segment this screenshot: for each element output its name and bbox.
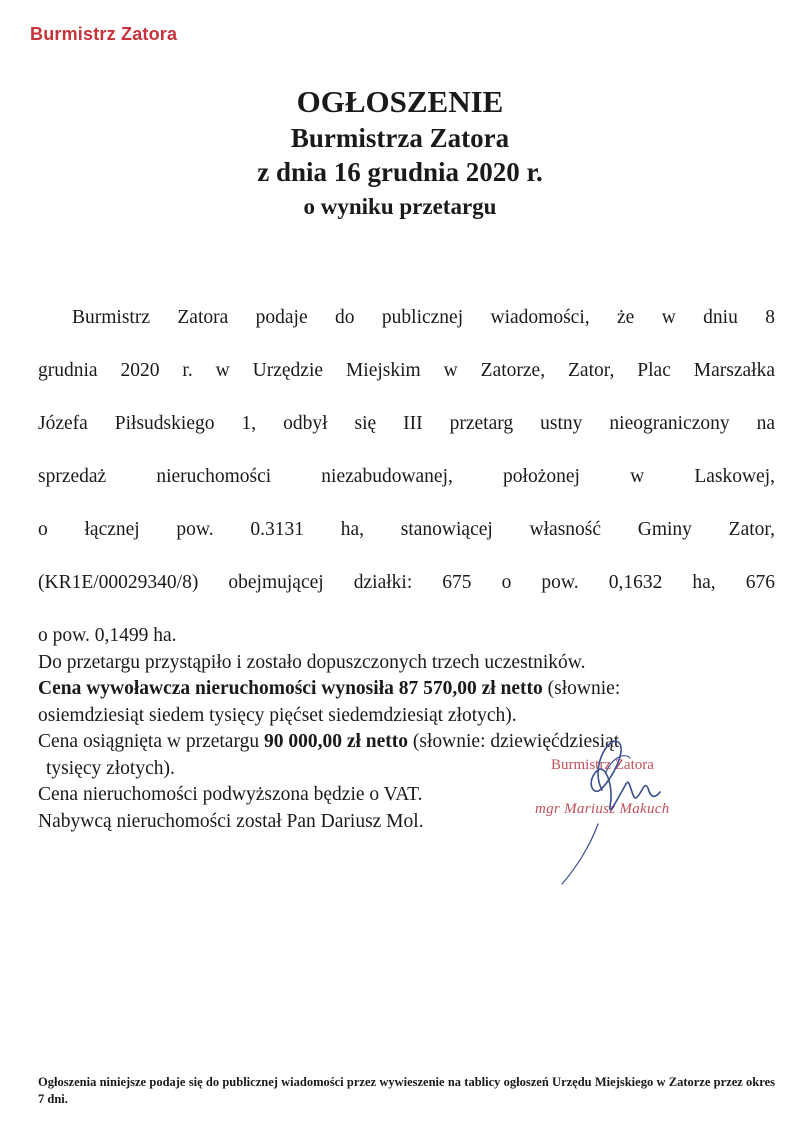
issuer-line: Burmistrza Zatora [290, 123, 510, 153]
intro-line-1: Burmistrz Zatora podaje do publicznej wiadomości, że w dniu 8 [72, 307, 775, 328]
achieved-price-words: tysięcy złotych). [46, 757, 175, 779]
office-stamp: Burmistrz Zatora [30, 24, 178, 44]
intro-line-2: grudnia 2020 r. w Urzędzie Miejskim w Zatorze, Zator, Plac Marszałka [38, 360, 775, 381]
intro-line-5: o łącznej pow. 0.3131 ha, stanowiącej własność Gminy Zator, [38, 519, 775, 540]
intro-line-4: sprzedaż nieruchomości niezabudowanej, położonej w Laskowej, [38, 466, 775, 487]
intro-line-6: (KR1E/00029340/8) obejmującej działki: 675 o pow. 0,1632 ha, 676 [38, 572, 775, 593]
date-line: z dnia 16 grudnia 2020 r. [257, 157, 543, 187]
document-title: OGŁOSZENIE [296, 84, 504, 119]
signature-stamp-name: mgr Mariusz Makuch [535, 801, 670, 817]
signature-stamp-title: Burmistrz Zatora [551, 757, 654, 773]
buyer-paragraph: Nabywcą nieruchomości został Pan Dariusz Mol. [38, 810, 424, 832]
starting-price-words: osiemdziesiąt siedem tysięcy pięćset siedemdziesiąt złotych). [38, 704, 517, 726]
intro-line-7: o pow. 0,1499 ha. [38, 625, 177, 646]
subject-line: o wyniku przetargu [303, 194, 497, 219]
intro-line-3: Józefa Piłsudskiego 1, odbył się III przetarg ustny nieograniczony na [38, 413, 775, 434]
starting-price-words-open: (słownie: [542, 678, 621, 699]
footer-note: Ogłoszenia niniejsze podaje się do publicznej wiadomości przez wywieszenie na tablicy ogłoszeń Urzędu Miejskiego w Zatorze przez okres 7 dni. [38, 1075, 775, 1106]
starting-price-amount: Cena wywoławcza nieruchomości wynosiła 87 570,00 zł netto [38, 678, 543, 699]
participants-paragraph: Do przetargu przystąpiło i zostało dopuszczonych trzech uczestników. [38, 651, 586, 673]
achieved-price-amount: 90 000,00 zł netto [263, 731, 409, 752]
vat-note: Cena nieruchomości podwyższona będzie o VAT. [38, 784, 423, 805]
starting-price-paragraph [38, 676, 775, 703]
achieved-price-label: Cena osiągnięta w przetargu [38, 731, 264, 752]
document-header [0, 86, 800, 218]
handwritten-signature [540, 728, 690, 888]
achieved-price-words-open: (słownie: dziewięćdziesiąt [408, 731, 620, 752]
